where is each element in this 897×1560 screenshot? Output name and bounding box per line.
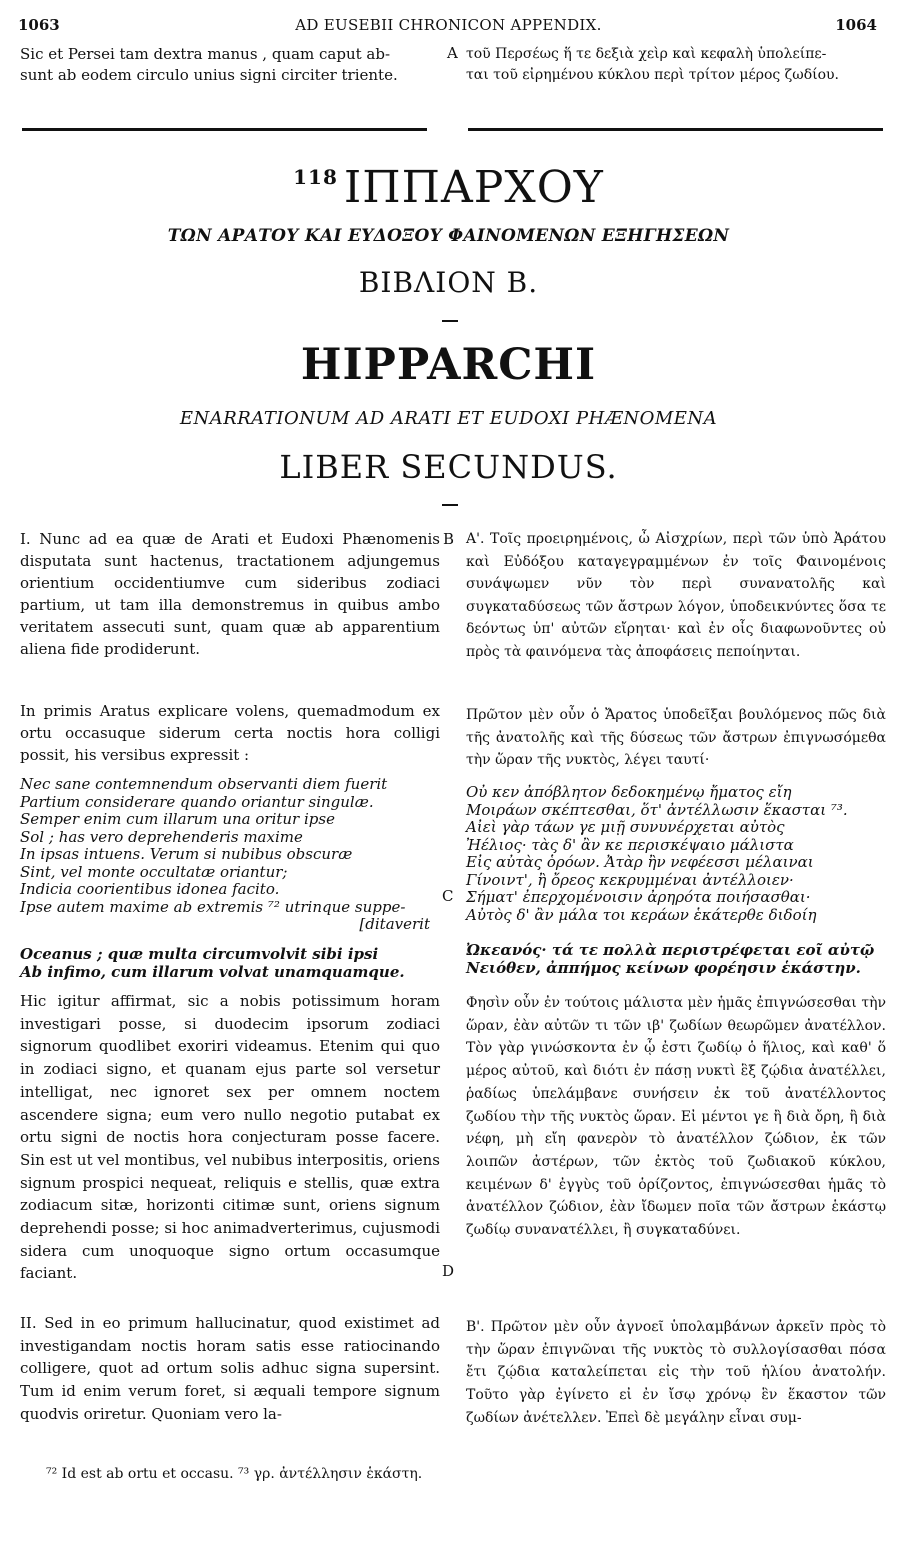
verse-line: Μοιράων σκέπτεσθαι, ὅτ' ἀντέλλωσιν ἕκασται ⁷³.	[466, 800, 848, 819]
section-rule-left	[22, 128, 427, 131]
verse-line: Sint, vel monte occultatæ oriantur;	[20, 862, 288, 881]
section-number: 118	[293, 165, 338, 189]
verse-line: Ὠκεανός· τά τε πολλὰ περιστρέφεται εοῖ αὐτῷ	[466, 941, 875, 959]
title-dash	[442, 320, 458, 322]
greek-verse-block-2	[466, 942, 886, 977]
latin-author-title: HIPPARCHI	[300, 340, 597, 390]
verse-line: Oceanus ; quæ multa circumvolvit sibi ipsi	[20, 945, 379, 963]
verse-line: Γίνοιντ', ἢ ὄρεος κεκρυμμέναι ἀντέλλοιεν·	[466, 870, 794, 889]
page-number-right: 1064	[835, 16, 877, 34]
latin-subtitle: ENARRATIONUM AD ARATI ET EUDOXI PHÆNOMENA	[179, 408, 718, 429]
marker-b: B	[443, 530, 455, 548]
verse-line: Indicia coorientibus idonea facito.	[20, 880, 280, 898]
greek-author-title	[0, 162, 897, 213]
top-greek-continuation	[466, 44, 886, 86]
running-title: AD EUSEBII CHRONICON APPENDIX.	[295, 16, 602, 34]
verse-line: Sol ; has vero deprehenderis maxime	[20, 827, 303, 846]
top-greek-line: τοῦ Περσέως ἥ τε δεξιὰ χεὶρ καὶ κεφαλὴ ὑπολείπε-	[466, 46, 827, 62]
top-latin-line: sunt ab eodem circulo unius signi circiter triente.	[20, 66, 398, 84]
verse-line: Σήματ' ἐπερχομένοισιν ἀρηρότα ποιήσασθαι·	[466, 888, 811, 906]
verse-line: Nec sane contemnendum observanti diem fuerit	[20, 775, 388, 793]
greek-subtitle: ΤΩΝ ΑΡΑΤΟΥ ΚΑΙ ΕΥΔΟΞΟΥ ΦΑΙΝΟΜΕΝΩΝ ΕΞΗΓΗΣΕΩΝ	[167, 226, 730, 246]
greek-verse-block	[466, 784, 886, 924]
marker-d: D	[442, 1262, 455, 1280]
verse-line: Semper enim cum illarum una oritur ipse	[20, 810, 335, 828]
top-latin-line: Sic et Persei tam dextra manus , quam caput ab-	[20, 45, 391, 63]
greek-paragraph-1: Α'. Τοῖς προειρημένοις, ὦ Αἰσχρίων, περὶ τῶν ὑπὸ Ἀράτου καὶ Εὐδόξου καταγεγραμμένων ἐν τοῖς Φαινομένοις συνάψωμεν νῦν τὸν περὶ συνανατολῆς καὶ συγκαταδύσεως τῶν ἄστρων λόγον, ὑποδεικνύντες ὅσα τε δεόντως ὑπ' αὐτῶν εἴρηται· καὶ ἐν οἷς διαφωνοῦντες οὐ πρὸς τὰ φαινόμενα τὰς ἀποφάσεις πεποίηνται.	[466, 531, 886, 660]
top-latin-continuation	[20, 44, 440, 86]
latin-paragraph-3: Hic igitur affirmat, sic a nobis potissimum horam investigari posse, si duodecim ipsorum zodiaci signorum quodlibet exoriri videamus. Etenim qui quo in zodiaci signo, et quanam ejus parte sol versetur intelligat, nec ignoret sex per omnem noctem ascendere signa; eum vero nullo negotio putabat ex ortu signi de noctis hora conjecturam posse facere. Sin est ut vel montibus, vel nubibus interpositis, oriens signum prospici nequeat, reliquis e stellis, quæ extra zodiacum sitæ, horizonti citimæ sunt, oriens signum deprehendi posse; si hoc animadverterimus, cujusmodi sidera cum unoquoque signo ortum occasumque faciant.	[20, 992, 440, 1283]
greek-paragraph-4: Β'. Πρῶτον μὲν οὖν ἀγνοεῖ ὑπολαμβάνων ἀρκεῖν πρὸς τὸ τὴν ὥραν ἐπιγνῶναι τῆς νυκτὸς τὸ συλλογίσασθαι πόσα ἔτι ζῴδια καταλείπεται εἰς τὴν τοῦ ἡλίου ἀνατολήν. Τοῦτο γὰρ ἐγίνετο εἰ ἐν ἴσῳ χρόνῳ ἓν ἕκαστον τῶν ζωδίων ἀνέτελλεν. Ἐπεὶ δὲ μεγάλην εἶναι συμ-	[466, 1319, 886, 1426]
verse-line: Αὐτὸς δ' ἂν μάλα τοι κεράων ἑκάτερθε διδοίη	[466, 905, 817, 924]
verse-line: Ipse autem maxime ab extremis ⁷² utrinque suppe-	[20, 897, 406, 916]
title-dash	[442, 504, 458, 506]
marker-a: A	[447, 44, 458, 62]
latin-book: LIBER SECUNDUS.	[279, 448, 618, 486]
latin-paragraph-1: I. Nunc ad ea quæ de Arati et Eudoxi Phænomenis disputata sunt hactenus, tractationem adjungemus orientium occidentiumve cum sideribus zodiaci partium, ut tam illa demonstremus in quibus ambo veritatem assecuti sunt, quam quæ ab apparentium aliena fide prodiderunt.	[20, 530, 440, 658]
verse-line: Νειόθεν, ἀππήμος κείνων φορέησιν ἑκάστην.	[466, 958, 861, 977]
page-number-left: 1063	[18, 16, 60, 34]
verse-line: Οὐ κεν ἀπόβλητον δεδοκημένῳ ἤματος εἴη	[466, 783, 792, 801]
verse-line: Ἠέλιος· τὰς δ' ἂν κε περισκέψαιο μάλιστα	[466, 835, 794, 854]
greek-paragraph-3: Φησὶν οὖν ἐν τούτοις μάλιστα μὲν ἡμᾶς ἐπιγνώσεσθαι τὴν ὥραν, ἐὰν αὐτῶν τι τῶν ιβ' ζωδίων θεωρῶμεν ἀνατέλλον. Τὸν γὰρ γινώσκοντα ἐν ᾧ ἐστι ζωδίῳ ὁ ἥλιος, καὶ καθ' ὅ μέρος αὐτοῦ, καὶ διότι ἐν πάσῃ νυκτὶ ἓξ ζῴδια ἀνατέλλει, ῥαδίως ὑπελάμβανε συνήσειν ἐκ τοῦ ἀνατέλλοντος ζωδίου τὴν τῆς νυκτὸς ὥραν. Εἰ μέντοι γε ἢ διὰ ὄρη, ἢ διὰ νέφη, μὴ εἴη φανερὸν τὸ ἀνατέλλον ζώδιον, ἐκ τῶν λοιπῶν ἀστέρων, τῶν ἐκτὸς τοῦ ζωδιακοῦ κύκλου, κειμένων δ' ἐγγὺς τοῦ ὁρίζοντος, ἐπιγνώσεσθαι ἡμᾶς τὸ ἀνατέλλον ζώδιον, ἐὰν ἴδωμεν ποῖα τῶν ἄστρων ἑκάστῳ ζωδίῳ συνανατέλλει, ἢ συγκαταδύνει.	[466, 995, 886, 1239]
marker-c: C	[442, 887, 454, 905]
latin-paragraph-2: In primis Aratus explicare volens, quemadmodum ex ortu occasuque siderum certa noctis hora colligi possit, his versibus expressit :	[20, 702, 440, 764]
section-rule-right	[468, 128, 883, 131]
latin-verse-block	[20, 776, 440, 934]
verse-line: Ab infimo, cum illarum volvat unamquamque.	[20, 962, 405, 981]
latin-verse-block-2	[20, 946, 440, 981]
verse-line: Partium considerare quando oriantur singulæ.	[20, 792, 374, 811]
footnotes: ⁷² Id est ab ortu et occasu. ⁷³ γρ. ἀντέλλησιν ἑκάστη.	[46, 1466, 423, 1482]
latin-paragraph-4: II. Sed in eo primum hallucinatur, quod existimet ad investigandam noctis horam satis esse ratiocinando colligere, quot ad ortum solis adhuc signa supersint. Tum id enim verum foret, si æquali tempore signum quodvis oriretur. Quoniam vero la-	[20, 1314, 440, 1423]
verse-line: Εἰς αὐτὰς ὁρόων. Ἀτὰρ ἢν νεφέεσσι μέλαιναι	[466, 853, 814, 871]
verse-line: Αἰεὶ γὰρ τάων γε μιῇ συνυνέρχεται αὐτὸς	[466, 818, 785, 836]
running-header	[0, 16, 897, 36]
greek-book: ΒΙΒΛΙΟΝ Β.	[358, 266, 539, 299]
top-greek-line: ται τοῦ εἰρημένου κύκλου περὶ τρίτον μέρος ζωδίου.	[466, 67, 839, 83]
verse-line: In ipsas intuens. Verum si nubibus obscuræ	[20, 845, 353, 863]
greek-paragraph-2: Πρῶτον μὲν οὖν ὁ Ἄρατος ὑποδεῖξαι βουλόμενος πῶς διὰ τῆς ἀνατολῆς καὶ τῆς δύσεως τῶν ἄστρων ἐπιγνωσόμεθα τὴν ὥραν τῆς νυκτὸς, λέγει ταυτί·	[466, 707, 886, 769]
verse-line: [ditaverit	[359, 915, 430, 933]
greek-author: ΙΠΠΑΡΧΟΥ	[343, 162, 604, 213]
